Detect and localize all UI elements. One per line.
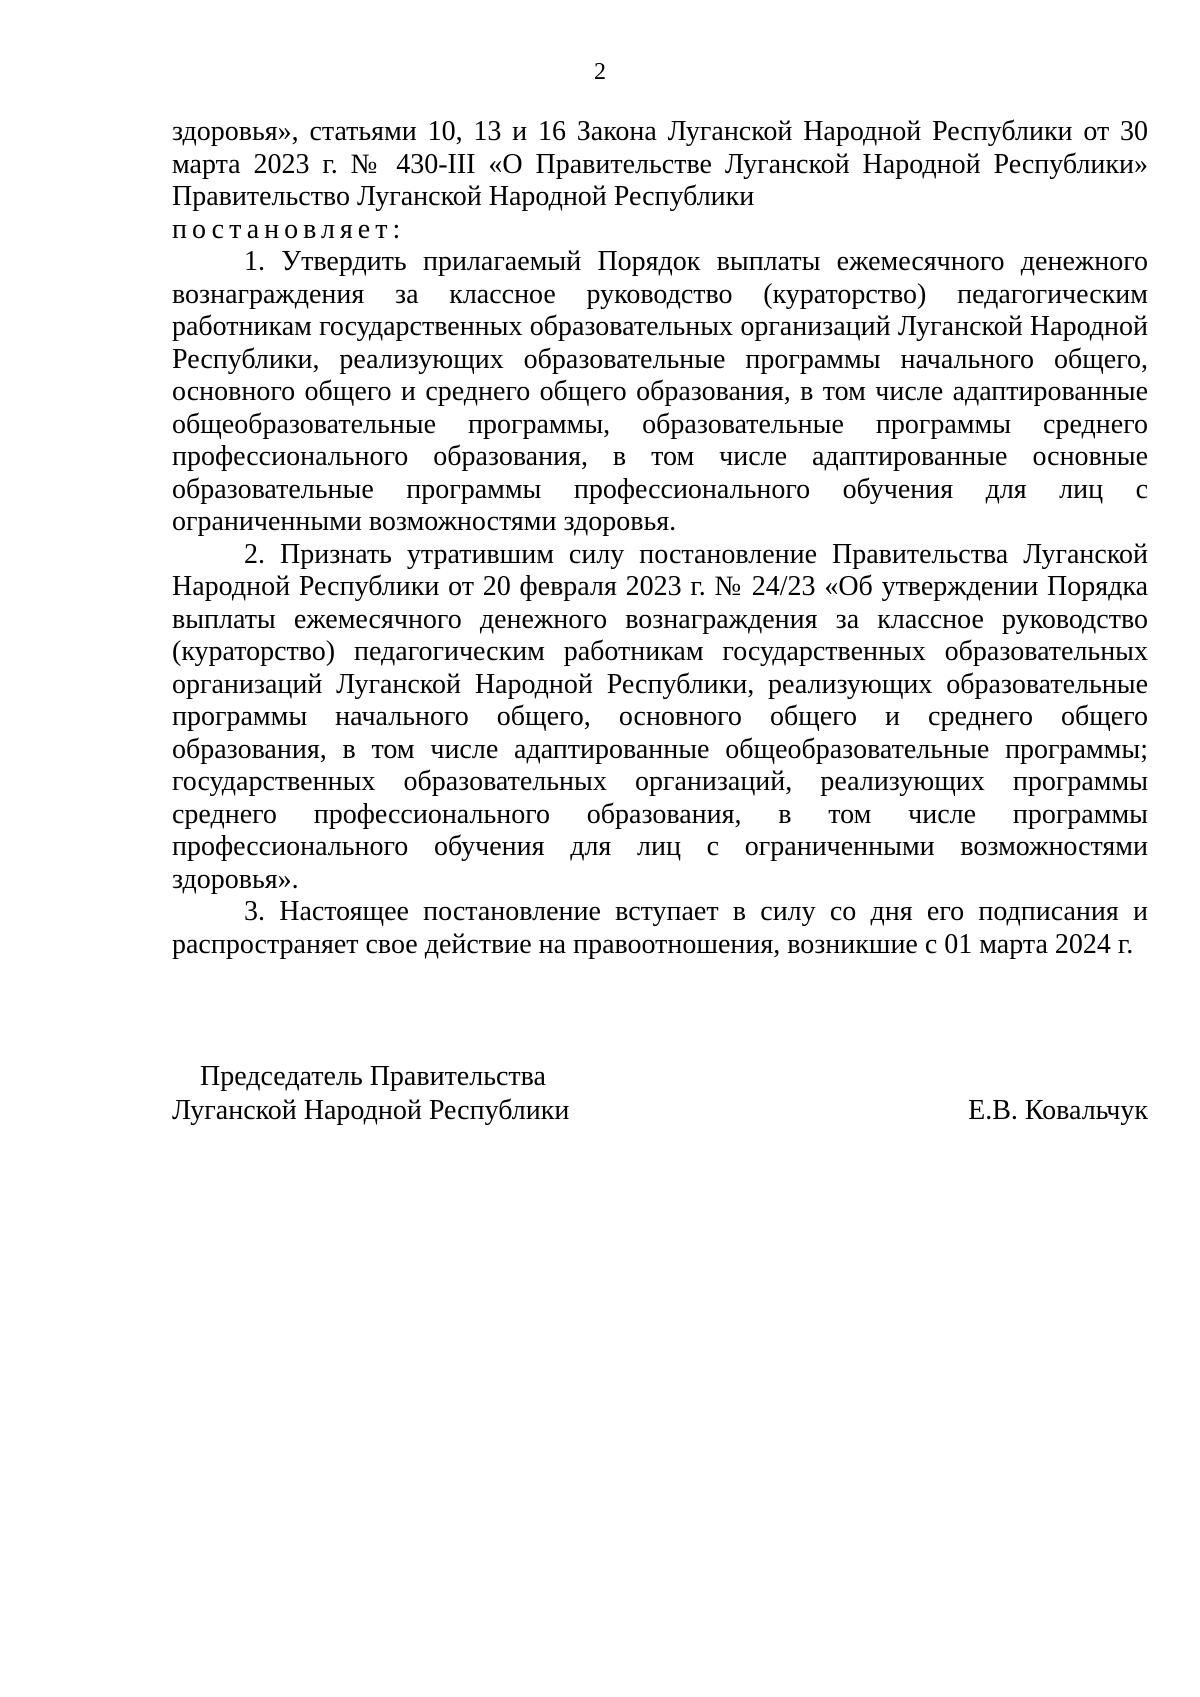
document-body bbox=[172, 116, 1148, 961]
item-2-paragraph: 2. Признать утратившим силу постановление Правительства Луганской Народной Республики от 20 февраля 2023 г. № 24/23 «Об утверждении Порядка выплаты ежемесячного денежного вознаграждения за классное руководство (кураторство) педагогическим работникам государственных образовательных организаций Луганской Народной Республики, реализующих образовательные программы начального общего, основного общего и среднего общего образования, в том числе адаптированные общеобразовательные программы; государственных образовательных организаций, реализующих программы среднего профессионального образования, в том числе программы профессионального обучения для лиц с ограниченными возможностями здоровья». bbox=[172, 538, 1148, 895]
preamble-paragraph bbox=[172, 116, 1148, 246]
signature-row bbox=[172, 1094, 1148, 1128]
resolves-word: постановляет: bbox=[172, 213, 406, 245]
signatory-title-line2: Луганской Народной Республики bbox=[172, 1095, 570, 1126]
signatory-title-line1: Председатель Правительства bbox=[200, 1061, 546, 1092]
signatory-name: Е.В. Ковальчук bbox=[968, 1095, 1148, 1126]
signature-block bbox=[172, 1060, 1148, 1128]
item-3-paragraph: 3. Настоящее постановление вступает в силу со дня его подписания и распространяет свое действие на правоотношения, возникшие с 01 марта 2024 г. bbox=[172, 896, 1148, 960]
page-number: 2 bbox=[594, 59, 606, 85]
preamble-text: здоровья», статьями 10, 13 и 16 Закона Луганской Народной Республики от 30 марта 2023 г. № 430-III «О Правительстве Луганской Народной Республики» Правительство Луганской Народной Республики bbox=[172, 116, 1148, 212]
item-1-paragraph: 1. Утвердить прилагаемый Порядок выплаты ежемесячного денежного вознаграждения за классное руководство (кураторство) педагогическим работникам государственных образовательных организаций Луганской Народной Республики, реализующих образовательные программы начального общего, основного общего и среднего общего образования, в том числе адаптированные общеобразовательные программы, образовательные программы среднего профессионального образования, в том числе адаптированные основные образовательные программы профессионального обучения для лиц с ограниченными возможностями здоровья. bbox=[172, 246, 1148, 537]
